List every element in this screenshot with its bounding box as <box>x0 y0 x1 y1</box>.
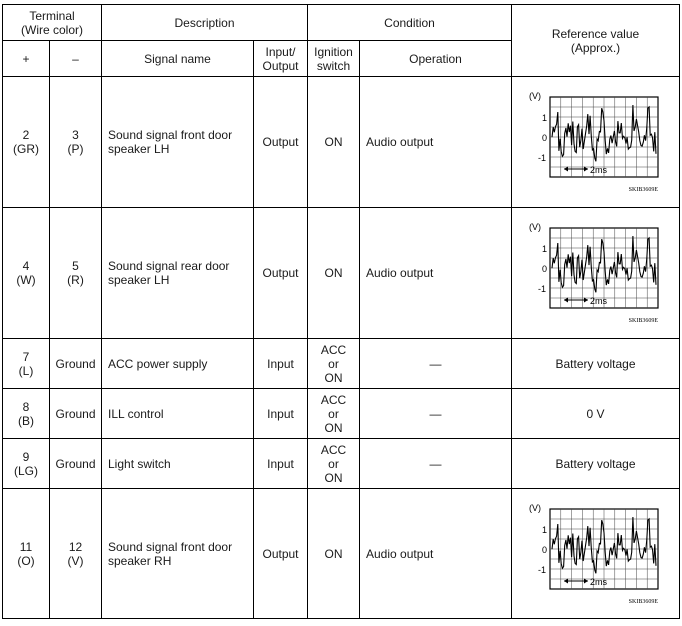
signal-name: ACC power supply <box>102 339 254 389</box>
table-row <box>3 77 680 208</box>
terminal-minus: Ground <box>50 439 102 489</box>
y-tick-label: 0 <box>541 264 547 274</box>
ignition-switch: ACC or ON <box>308 439 360 489</box>
operation: — <box>360 389 512 439</box>
operation: Audio output <box>360 208 512 339</box>
table-row <box>3 208 680 339</box>
y-tick-label: -1 <box>537 284 546 294</box>
header-operation: Operation <box>360 41 512 77</box>
waveform-graph <box>526 499 666 609</box>
signal-name: ILL control <box>102 389 254 439</box>
terminal-plus: 11 (O) <box>3 489 50 619</box>
terminal-minus: Ground <box>50 389 102 439</box>
header-plus: + <box>3 41 50 77</box>
terminal-minus: 12 (V) <box>50 489 102 619</box>
input-output: Output <box>254 77 308 208</box>
y-tick-label: 0 <box>541 544 547 555</box>
y-tick-label: 1 <box>541 113 547 123</box>
operation: — <box>360 339 512 389</box>
terminal-table <box>2 4 680 619</box>
table-row <box>3 489 680 619</box>
terminal-plus: 2 (GR) <box>3 77 50 208</box>
operation: — <box>360 439 512 489</box>
reference-value: Battery voltage <box>512 339 680 389</box>
operation: Audio output <box>360 77 512 208</box>
input-output: Output <box>254 489 308 619</box>
signal-name: Sound signal rear door speaker LH <box>102 208 254 339</box>
header-minus: – <box>50 41 102 77</box>
header-ignition-switch: Ignition switch <box>308 41 360 77</box>
figure-code: SKIB3609E <box>628 318 658 324</box>
y-unit-label: (V) <box>528 91 541 101</box>
table-row <box>3 389 680 439</box>
reference-waveform-cell <box>512 208 680 339</box>
y-tick-label: 0 <box>541 133 547 143</box>
ignition-switch: ACC or ON <box>308 389 360 439</box>
figure-code: SKIB3609E <box>628 187 658 193</box>
header-terminal: Terminal (Wire color) <box>3 5 102 41</box>
reference-waveform-cell <box>512 489 680 619</box>
y-tick-label: -1 <box>537 564 546 575</box>
header-signal-name: Signal name <box>102 41 254 77</box>
input-output: Input <box>254 439 308 489</box>
ignition-switch: ON <box>308 77 360 208</box>
figure-code: SKIB3609E <box>628 598 658 605</box>
y-tick-label: 1 <box>541 244 547 254</box>
waveform-graph <box>526 87 666 197</box>
terminal-plus: 8 (B) <box>3 389 50 439</box>
y-tick-label: -1 <box>537 153 546 163</box>
header-input-output: Input/ Output <box>254 41 308 77</box>
table-row <box>3 439 680 489</box>
time-scale-label: 2ms <box>589 296 607 306</box>
terminal-plus: 4 (W) <box>3 208 50 339</box>
input-output: Input <box>254 389 308 439</box>
input-output: Output <box>254 208 308 339</box>
y-unit-label: (V) <box>528 502 541 513</box>
terminal-minus: Ground <box>50 339 102 389</box>
terminal-minus: 5 (R) <box>50 208 102 339</box>
terminal-minus: 3 (P) <box>50 77 102 208</box>
signal-name: Sound signal front door speaker RH <box>102 489 254 619</box>
signal-name: Sound signal front door speaker LH <box>102 77 254 208</box>
reference-value: Battery voltage <box>512 439 680 489</box>
time-scale-label: 2ms <box>589 165 607 175</box>
ignition-switch: ON <box>308 208 360 339</box>
header-condition: Condition <box>308 5 512 41</box>
signal-name: Light switch <box>102 439 254 489</box>
operation: Audio output <box>360 489 512 619</box>
ignition-switch: ON <box>308 489 360 619</box>
table-row <box>3 339 680 389</box>
ignition-switch: ACC or ON <box>308 339 360 389</box>
header-reference: Reference value (Approx.) <box>512 5 680 77</box>
time-scale-label: 2ms <box>589 576 607 587</box>
header-description: Description <box>102 5 308 41</box>
y-tick-label: 1 <box>541 524 547 535</box>
terminal-plus: 9 (LG) <box>3 439 50 489</box>
y-unit-label: (V) <box>528 222 541 232</box>
terminal-plus: 7 (L) <box>3 339 50 389</box>
input-output: Input <box>254 339 308 389</box>
reference-value: 0 V <box>512 389 680 439</box>
reference-waveform-cell <box>512 77 680 208</box>
waveform-graph <box>526 218 666 328</box>
